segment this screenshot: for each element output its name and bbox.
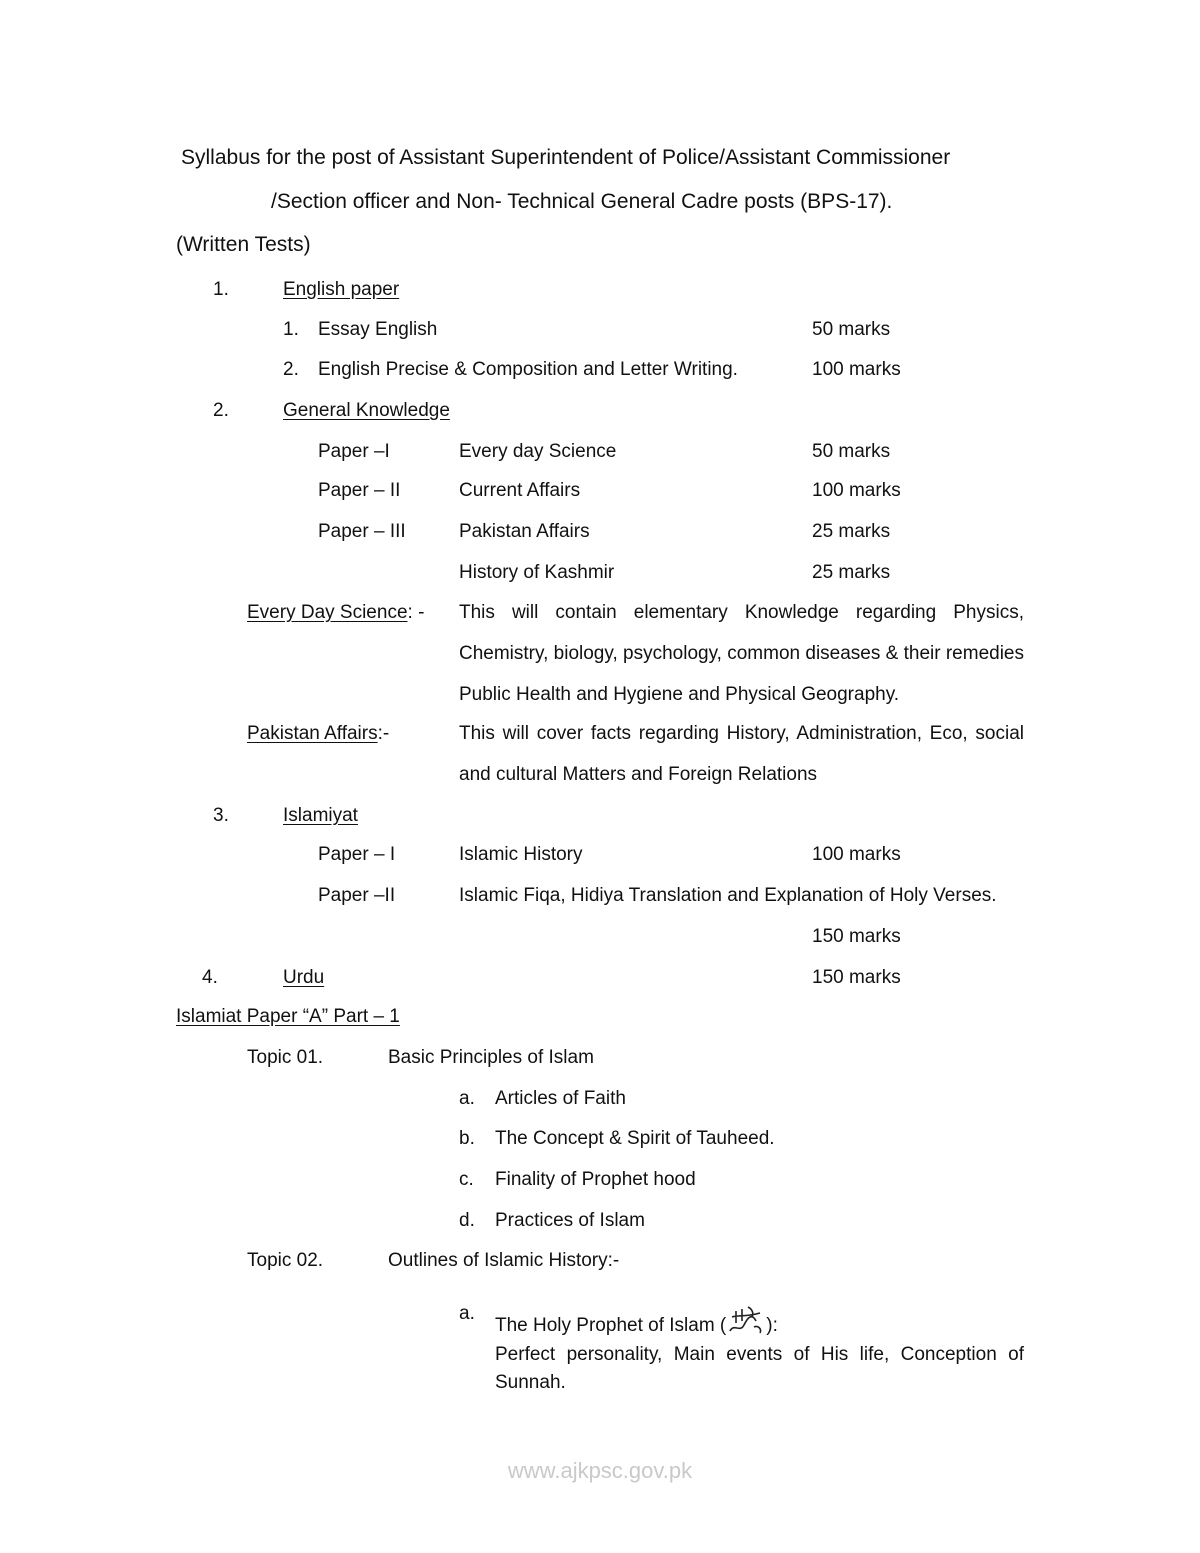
paper-subject: History of Kashmir	[459, 562, 615, 583]
paper-label: Paper –II	[318, 885, 396, 906]
note-label-suffix: :-	[377, 723, 390, 744]
section-heading-english: English paper	[283, 279, 400, 300]
paper-subject: Every day Science	[459, 441, 617, 462]
section-heading-gk: General Knowledge	[283, 400, 450, 421]
item-label: English Precise & Composition and Letter Writing.	[318, 359, 738, 380]
paper-marks: 100 marks	[812, 480, 901, 501]
list-item-text: The Holy Prophet of Islam (	[495, 1315, 727, 1336]
paper-marks: 25 marks	[812, 521, 891, 542]
item-number: 2.	[283, 359, 299, 380]
item-marks: 50 marks	[812, 319, 891, 340]
calligraphy-glyph-icon	[726, 1303, 766, 1343]
list-letter: a.	[459, 1303, 475, 1324]
note-label-pakistan	[247, 723, 389, 745]
watermark-text: www.ajkpsc.gov.pk	[507, 1458, 693, 1483]
item-marks: 100 marks	[812, 359, 901, 380]
list-letter: d.	[459, 1210, 475, 1231]
section-number: 4.	[202, 967, 218, 988]
paper-subject: Islamic Fiqa, Hidiya Translation and Explanation of Holy Verses.	[459, 885, 997, 906]
note-label-suffix: : -	[407, 602, 425, 623]
topic-title: Outlines of Islamic History:-	[388, 1250, 620, 1271]
paper-label: Paper – III	[318, 521, 406, 542]
section-heading-urdu: Urdu	[283, 967, 325, 988]
paper-marks: 150 marks	[812, 926, 901, 947]
part-heading: Islamiat Paper “A” Part – 1	[176, 1006, 400, 1027]
item-label: Essay English	[318, 319, 438, 340]
list-item: Articles of Faith	[495, 1088, 626, 1109]
paper-marks: 25 marks	[812, 562, 891, 583]
list-letter: c.	[459, 1169, 474, 1190]
paper-label: Paper – II	[318, 480, 401, 501]
paper-subject: Islamic History	[459, 844, 583, 865]
list-item-text: ):	[766, 1315, 778, 1336]
note-text-science: This will contain elementary Knowledge regarding Physics, Chemistry, biology, psychology, common diseases & their remedies Public Health and Hygiene and Physical Geography.	[459, 602, 1024, 705]
topic-title: Basic Principles of Islam	[388, 1047, 594, 1068]
note-label-science	[247, 602, 424, 624]
paper-label: Paper –I	[318, 441, 390, 462]
paper-marks: 100 marks	[812, 844, 901, 865]
item-number: 1.	[283, 319, 299, 340]
list-item: Finality of Prophet hood	[495, 1169, 696, 1190]
paper-subject: Pakistan Affairs	[459, 521, 590, 542]
list-letter: a.	[459, 1088, 475, 1109]
topic-label: Topic 01.	[247, 1047, 324, 1068]
note-label-text: Pakistan Affairs	[247, 723, 378, 744]
section-number: 2.	[213, 400, 229, 421]
paper-marks: 150 marks	[812, 967, 901, 988]
list-item-with-glyph	[495, 1303, 778, 1343]
list-item: Practices of Islam	[495, 1210, 645, 1231]
paper-marks: 50 marks	[812, 441, 891, 462]
note-label-text: Every Day Science	[247, 602, 408, 623]
paper-subject: Current Affairs	[459, 480, 581, 501]
subtitle: (Written Tests)	[176, 233, 311, 256]
list-item: The Concept & Spirit of Tauheed.	[495, 1128, 775, 1149]
section-number: 1.	[213, 279, 229, 300]
topic-label: Topic 02.	[247, 1250, 324, 1271]
section-number: 3.	[213, 805, 229, 826]
list-letter: b.	[459, 1128, 475, 1149]
note-text-pakistan: This will cover facts regarding History, Administration, Eco, social and cultural Matters and Foreign Relations	[459, 723, 1024, 785]
list-item-detail: Perfect personality, Main events of His life, Conception of Sunnah.	[495, 1344, 1024, 1393]
section-heading-islamiyat: Islamiyat	[283, 805, 358, 826]
title-line-2: /Section officer and Non- Technical General Cadre posts (BPS-17).	[271, 190, 893, 213]
paper-label: Paper – I	[318, 844, 396, 865]
title-line-1: Syllabus for the post of Assistant Superintendent of Police/Assistant Commissioner	[181, 146, 951, 169]
